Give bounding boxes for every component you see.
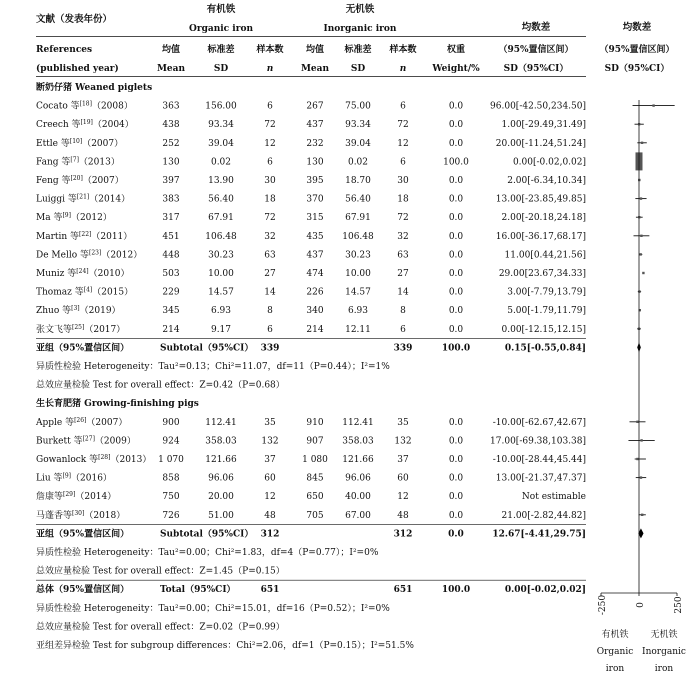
- organic-sd: 112.41: [205, 417, 237, 428]
- study-citation: [30]: [72, 509, 85, 517]
- inorganic-mean: 474: [306, 269, 324, 279]
- md-ci: 2.00[-6.34,10.34]: [507, 176, 586, 186]
- inorganic-sd: 12.11: [345, 324, 371, 335]
- md-ci: -10.00[-28.44,45.44]: [492, 455, 586, 465]
- organic-sd: 9.17: [210, 324, 232, 335]
- study-ref: Liu 等[9]（2016）: [36, 472, 112, 484]
- weight: 0.0: [448, 231, 464, 242]
- organic-sd: 10.00: [208, 269, 234, 279]
- organic-sd: 39.04: [208, 138, 234, 149]
- inorganic-n: 6: [400, 157, 406, 168]
- effect-square: [640, 235, 642, 237]
- weight: 100.0: [443, 157, 469, 168]
- effect-square: [640, 197, 642, 199]
- md-ci: 11.00[0.44,21.56]: [504, 250, 586, 261]
- weight: 0.0: [448, 324, 464, 335]
- study-ref: Cocato 等[18]（2008）: [36, 100, 133, 112]
- weight: 0.0: [448, 269, 464, 279]
- header-weight-en: Weight/%: [432, 64, 480, 74]
- forest-plot-panel: [598, 100, 684, 615]
- subtotal-label: 亚组（95%置信区间）: [36, 343, 130, 354]
- md-ci: 5.00[-1.79,11.79]: [507, 306, 586, 317]
- total-label-en: Total（95%CI）: [160, 585, 236, 596]
- md-ci: 2.00[-20.18,24.18]: [501, 213, 586, 224]
- organic-mean: 924: [162, 436, 180, 447]
- study-citation: [26]: [74, 416, 87, 424]
- study-year: （2014）: [89, 194, 131, 205]
- weight: 0.0: [448, 101, 464, 112]
- inorganic-sd: 39.04: [345, 138, 371, 149]
- subtotal-md-ci: 12.67[-4.41,29.75]: [492, 529, 586, 540]
- total-label: 总体（95%置信区间）: [36, 585, 130, 596]
- organic-n: 14: [264, 287, 276, 298]
- study-ref: Martin 等[22]（2011）: [36, 230, 133, 242]
- favour-right-en2: iron: [654, 664, 674, 674]
- inorganic-mean: 395: [306, 176, 324, 186]
- study-citation: [10]: [69, 137, 83, 145]
- header-ref-en: References: [36, 45, 93, 55]
- organic-sd: 0.02: [210, 157, 232, 168]
- study-year: （2007）: [82, 138, 124, 149]
- header-inorganic-cn: 无机铁: [345, 4, 375, 15]
- inorganic-mean: 910: [306, 417, 324, 428]
- study-year: （2013）: [110, 455, 152, 465]
- inorganic-n: 12: [397, 492, 409, 503]
- inorganic-sd: 30.23: [345, 250, 371, 261]
- organic-sd: 14.57: [208, 287, 234, 298]
- total-organic-n: 651: [260, 585, 280, 596]
- study-ref: Zhuo 等[3]（2019）: [36, 305, 121, 317]
- total-heterogeneity-text: 异质性检验 Heterogeneity：Tau²=0.00；Chi²=15.01，df=16（P=0.52）；I²=0%: [36, 603, 390, 614]
- header-mean1-en: Mean: [156, 64, 186, 74]
- study-citation: [9]: [62, 212, 71, 220]
- effect-square: [640, 476, 642, 478]
- study-ref: Thomaz 等[4]（2015）: [36, 286, 134, 298]
- inorganic-n: 60: [397, 473, 409, 484]
- subtotal-label: 亚组（95%置信区间）: [36, 529, 130, 540]
- organic-sd: 96.06: [208, 473, 234, 484]
- subtotal-inorganic-n: 312: [393, 529, 413, 540]
- total-overall-effect-text: 总效应量检验 Test for overall effect：Z=0.02（P=0.99）: [36, 622, 285, 633]
- favour-left-en2: iron: [605, 664, 625, 674]
- inorganic-mean: 370: [306, 194, 324, 205]
- study-year: （2012）: [70, 213, 112, 224]
- inorganic-n: 48: [397, 510, 409, 521]
- header-md-ci-cn: （95%置信区间）: [498, 45, 574, 55]
- favour-left-en1: Organic: [596, 647, 634, 657]
- inorganic-n: 6: [400, 324, 406, 335]
- header-md-cn: 均数差: [521, 22, 551, 33]
- heterogeneity-text: 异质性检验 Heterogeneity：Tau²=0.13；Chi²=11.07，df=11（P=0.44）；I²=1%: [36, 362, 390, 372]
- study-year: （2009）: [94, 436, 136, 447]
- weight: 0.0: [448, 120, 464, 131]
- subgroup-difference-text: 亚组差异检验 Test for subgroup differences：Chi²=2.06，df=1（P=0.15）；I²=51.5%: [36, 641, 414, 651]
- study-ref: De Mello 等[23]（2012）: [36, 249, 143, 261]
- header-md-col2-cn: 均数差: [622, 22, 652, 33]
- study-year: （2015）: [92, 287, 134, 298]
- weight: 0.0: [448, 510, 464, 521]
- x-axis-tick-label: 250: [674, 596, 684, 614]
- inorganic-n: 18: [397, 194, 409, 205]
- study-citation: [27]: [82, 435, 95, 443]
- organic-sd: 121.66: [205, 455, 237, 465]
- inorganic-n: 32: [397, 231, 409, 242]
- organic-mean: 900: [162, 417, 180, 428]
- inorganic-n: 14: [397, 287, 409, 298]
- study-year: （2013）: [78, 157, 120, 168]
- inorganic-sd: 93.34: [345, 120, 371, 131]
- organic-sd: 30.23: [208, 250, 234, 261]
- header-ref-cn: 文献（发表年份）: [36, 14, 113, 25]
- header-n2-en: n: [399, 64, 407, 74]
- inorganic-sd: 67.91: [345, 213, 371, 224]
- subtotal-weight: 100.0: [441, 343, 471, 354]
- organic-n: 6: [267, 101, 273, 112]
- header-n1-cn: 样本数: [256, 45, 284, 55]
- organic-n: 48: [264, 510, 276, 521]
- inorganic-mean: 437: [306, 250, 324, 261]
- study-citation: [24]: [76, 268, 89, 275]
- weight: 0.0: [448, 436, 464, 447]
- organic-sd: 358.03: [205, 436, 237, 447]
- organic-n: 37: [264, 455, 276, 465]
- inorganic-sd: 96.06: [345, 473, 371, 484]
- study-citation: [9]: [62, 472, 72, 480]
- organic-n: 8: [267, 306, 273, 317]
- md-ci: 96.00[-42.50,234.50]: [490, 101, 586, 112]
- organic-mean: 858: [162, 473, 180, 484]
- inorganic-sd: 14.57: [345, 287, 371, 298]
- total-inorganic-n: 651: [393, 585, 413, 596]
- weight: 0.0: [448, 455, 464, 465]
- effect-square: [642, 272, 644, 274]
- organic-n: 12: [264, 492, 276, 503]
- study-ref: 马蓬香等[30]（2018）: [36, 509, 126, 521]
- inorganic-sd: 40.00: [345, 492, 371, 503]
- heterogeneity-text: 异质性检验 Heterogeneity：Tau²=0.00；Chi²=1.83，df=4（P=0.77）；I²=0%: [36, 548, 379, 558]
- organic-mean: 345: [162, 306, 180, 317]
- subtotal-organic-n: 312: [260, 529, 280, 540]
- header-mean1-cn: 均值: [161, 45, 181, 55]
- study-citation: [3]: [71, 305, 80, 313]
- subtotal-label-en: Subtotal（95%CI）: [160, 529, 254, 540]
- study-year: （2004）: [92, 120, 134, 131]
- organic-n: 72: [264, 120, 276, 131]
- study-year: （2017）: [84, 324, 126, 335]
- organic-n: 6: [267, 324, 273, 335]
- weight: 0.0: [448, 417, 464, 428]
- inorganic-sd: 10.00: [345, 269, 371, 279]
- x-axis-tick-label: 0: [636, 602, 646, 608]
- md-ci: -10.00[-62.67,42.67]: [492, 417, 586, 428]
- organic-mean: 229: [162, 287, 180, 298]
- weight: 0.0: [448, 176, 464, 186]
- inorganic-mean: 705: [306, 510, 324, 521]
- inorganic-mean: 650: [306, 492, 324, 503]
- md-ci: 29.00[23.67,34.33]: [498, 269, 586, 279]
- study-year: （2011）: [91, 231, 133, 242]
- organic-mean: 451: [162, 231, 180, 242]
- group-title: 断奶仔猪 Weaned piglets: [36, 83, 153, 93]
- md-ci: 16.00[-36.17,68.17]: [495, 231, 586, 242]
- effect-square: [641, 514, 643, 516]
- study-citation: [22]: [79, 230, 92, 238]
- study-citation: [18]: [79, 100, 92, 108]
- organic-n: 35: [264, 417, 276, 428]
- inorganic-mean: 845: [306, 473, 324, 484]
- organic-sd: 56.40: [208, 194, 234, 205]
- organic-mean: 214: [162, 324, 180, 335]
- organic-n: 30: [264, 176, 276, 186]
- study-ref: Fang 等[7]（2013）: [36, 156, 120, 168]
- header-md-col2-ci-cn: （95%置信区间）: [599, 45, 675, 55]
- organic-n: 132: [261, 436, 279, 447]
- total-weight: 100.0: [441, 585, 471, 596]
- study-citation: [23]: [88, 249, 102, 257]
- inorganic-n: 35: [397, 417, 409, 428]
- organic-mean: 397: [162, 176, 180, 186]
- inorganic-n: 72: [397, 120, 409, 131]
- inorganic-mean: 1 080: [302, 455, 328, 465]
- organic-sd: 106.48: [205, 231, 237, 242]
- study-citation: [29]: [63, 491, 76, 499]
- subtotal-weight: 0.0: [448, 529, 464, 540]
- inorganic-n: 132: [394, 436, 412, 447]
- favour-right-en1: Inorganic: [642, 647, 686, 657]
- header-sd1-cn: 标准差: [207, 45, 235, 55]
- organic-mean: 726: [162, 510, 180, 521]
- organic-sd: 93.34: [208, 120, 234, 131]
- study-ref: Feng 等[20]（2007）: [36, 175, 124, 186]
- md-ci: 17.00[-69.38,103.38]: [490, 436, 586, 447]
- forest-table-body: [35, 81, 586, 651]
- inorganic-mean: 267: [306, 101, 324, 112]
- inorganic-n: 37: [397, 455, 409, 465]
- effect-square: [641, 142, 643, 144]
- inorganic-sd: 75.00: [345, 101, 371, 112]
- header-mean2-en: Mean: [300, 64, 330, 74]
- organic-n: 32: [264, 231, 276, 242]
- organic-n: 12: [264, 138, 276, 149]
- study-year: （2008）: [91, 101, 133, 112]
- md-ci: 13.00[-21.37,47.37]: [495, 473, 586, 484]
- study-year: （2010）: [88, 269, 130, 279]
- inorganic-n: 12: [397, 138, 409, 149]
- effect-square: [652, 104, 654, 106]
- weight: 0.0: [448, 250, 464, 261]
- organic-sd: 6.93: [210, 306, 232, 317]
- header-inorganic-en: Inorganic iron: [323, 24, 397, 34]
- weight: 0.0: [448, 306, 464, 317]
- study-year: （2016）: [71, 473, 112, 484]
- study-ref: 张文飞等[25]（2017）: [36, 323, 126, 335]
- header-md-col2-sd-ci: SD（95%CI）: [604, 64, 670, 74]
- study-citation: [20]: [70, 175, 83, 182]
- md-ci: 21.00[-2.82,44.82]: [501, 510, 586, 521]
- study-ref: Burkett 等[27]（2009）: [36, 435, 136, 447]
- study-ref: Muniz 等[24]（2010）: [36, 268, 130, 279]
- effect-square: [636, 421, 638, 423]
- inorganic-mean: 232: [306, 138, 324, 149]
- organic-n: 6: [267, 157, 273, 168]
- organic-mean: 503: [162, 269, 180, 279]
- organic-mean: 1 070: [158, 455, 184, 465]
- inorganic-n: 6: [400, 101, 406, 112]
- md-ci: 1.00[-29.49,31.49]: [501, 120, 586, 131]
- organic-sd: 156.00: [205, 101, 237, 112]
- study-citation: [7]: [70, 156, 79, 164]
- inorganic-sd: 0.02: [347, 157, 369, 168]
- weight: 0.0: [448, 287, 464, 298]
- header-pub-year: (published year): [36, 64, 119, 74]
- study-year: （2019）: [79, 306, 121, 317]
- weight: 0.0: [448, 194, 464, 205]
- study-ref: Ettle 等[10]（2007）: [36, 137, 124, 149]
- inorganic-sd: 112.41: [342, 417, 374, 428]
- header-mean2-cn: 均值: [305, 45, 325, 55]
- inorganic-sd: 121.66: [342, 455, 374, 465]
- total-md-ci: 0.00[-0.02,0.02]: [504, 585, 586, 596]
- inorganic-mean: 907: [306, 436, 324, 447]
- overall-effect-text: 总效应量检验 Test for overall effect：Z=1.45（P=0.15）: [36, 566, 285, 577]
- study-year: （2014）: [75, 492, 117, 503]
- study-ref: Gowanlock 等[28]（2013）: [36, 454, 152, 465]
- organic-mean: 383: [162, 194, 180, 205]
- md-ci: 13.00[-23.85,49.85]: [495, 194, 586, 205]
- inorganic-n: 72: [397, 213, 409, 224]
- organic-n: 72: [264, 213, 276, 224]
- md-ci: 20.00[-11.24,51.24]: [495, 138, 586, 149]
- organic-sd: 51.00: [208, 510, 234, 521]
- organic-mean: 252: [162, 138, 180, 149]
- inorganic-mean: 214: [306, 324, 324, 335]
- organic-mean: 448: [162, 250, 180, 261]
- inorganic-mean: 437: [306, 120, 324, 131]
- organic-sd: 67.91: [208, 213, 234, 224]
- md-ci: 0.00[-12.15,12.15]: [501, 324, 586, 335]
- inorganic-sd: 56.40: [345, 194, 371, 205]
- effect-square: [640, 439, 642, 441]
- md-ci: 3.00[-7.79,13.79]: [507, 287, 586, 298]
- organic-mean: 363: [162, 101, 180, 112]
- organic-mean: 438: [162, 120, 180, 131]
- inorganic-sd: 18.70: [345, 176, 371, 186]
- study-year: （2012）: [101, 250, 143, 261]
- inorganic-n: 27: [397, 269, 409, 279]
- header-n1-en: n: [266, 64, 274, 74]
- inorganic-sd: 67.00: [345, 510, 371, 521]
- weight: 0.0: [448, 492, 464, 503]
- weight: 0.0: [448, 473, 464, 484]
- weight: 0.0: [448, 213, 464, 224]
- inorganic-mean: 226: [306, 287, 324, 298]
- inorganic-mean: 130: [306, 157, 324, 168]
- study-year: （2018）: [84, 510, 126, 521]
- inorganic-sd: 6.93: [347, 306, 369, 317]
- inorganic-sd: 106.48: [342, 231, 374, 242]
- inorganic-n: 8: [400, 306, 406, 317]
- organic-mean: 130: [162, 157, 180, 168]
- inorganic-mean: 315: [306, 213, 324, 224]
- header-weight-cn: 权重: [446, 45, 466, 55]
- organic-mean: 317: [162, 213, 180, 224]
- header-md-sd-ci: SD（95%CI）: [503, 64, 569, 74]
- header-sd1-en: SD: [213, 64, 229, 74]
- study-ref: Luiggi 等[21]（2014）: [36, 193, 131, 205]
- effect-square: [639, 253, 641, 255]
- subtotal-organic-n: 339: [260, 343, 280, 354]
- inorganic-n: 30: [397, 176, 409, 186]
- inorganic-sd: 358.03: [342, 436, 374, 447]
- header-organic-cn: 有机铁: [206, 4, 236, 15]
- overall-effect-text: 总效应量检验 Test for overall effect：Z=0.42（P=0.68）: [36, 380, 285, 391]
- favour-left-cn: 有机铁: [601, 630, 629, 640]
- weight: 0.0: [448, 138, 464, 149]
- study-citation: [4]: [83, 286, 93, 294]
- header-sd2-en: SD: [350, 64, 366, 74]
- organic-sd: 13.90: [208, 176, 234, 186]
- organic-sd: 20.00: [208, 492, 234, 503]
- inorganic-mean: 340: [306, 306, 324, 317]
- header-n2-cn: 样本数: [389, 45, 417, 55]
- md-ci: 0.00[-0.02,0.02]: [512, 157, 586, 168]
- study-citation: [21]: [76, 193, 90, 201]
- study-ref: Creech 等[19]（2004）: [36, 119, 134, 131]
- favour-right-cn: 无机铁: [650, 630, 678, 640]
- inorganic-n: 63: [397, 250, 409, 261]
- organic-mean: 750: [162, 492, 180, 503]
- organic-n: 18: [264, 194, 276, 205]
- subtotal-inorganic-n: 339: [393, 343, 413, 354]
- study-ref: 詹康等[29]（2014）: [36, 491, 117, 503]
- subtotal-label-en: Subtotal（95%CI）: [160, 343, 254, 354]
- subtotal-md-ci: 0.15[-0.55,0.84]: [504, 343, 586, 354]
- effect-square: [636, 458, 638, 460]
- study-ref: Apple 等[26]（2007）: [36, 416, 128, 428]
- organic-n: 27: [264, 269, 276, 279]
- study-citation: [25]: [72, 323, 85, 331]
- inorganic-mean: 435: [306, 231, 324, 242]
- organic-n: 63: [264, 250, 276, 261]
- header-sd2-cn: 标准差: [344, 45, 372, 55]
- organic-n: 60: [264, 473, 276, 484]
- study-citation: [28]: [98, 454, 111, 461]
- md-ci: Not estimable: [521, 492, 586, 503]
- x-axis-tick-label: -250: [598, 594, 608, 616]
- study-citation: [19]: [80, 119, 93, 127]
- study-year: （2007）: [82, 176, 124, 186]
- study-ref: Ma 等[9]（2012）: [36, 212, 112, 224]
- group-title: 生长育肥猪 Growing-finishing pigs: [36, 399, 199, 410]
- header-organic-en: Organic iron: [189, 24, 253, 34]
- study-year: （2007）: [86, 417, 128, 428]
